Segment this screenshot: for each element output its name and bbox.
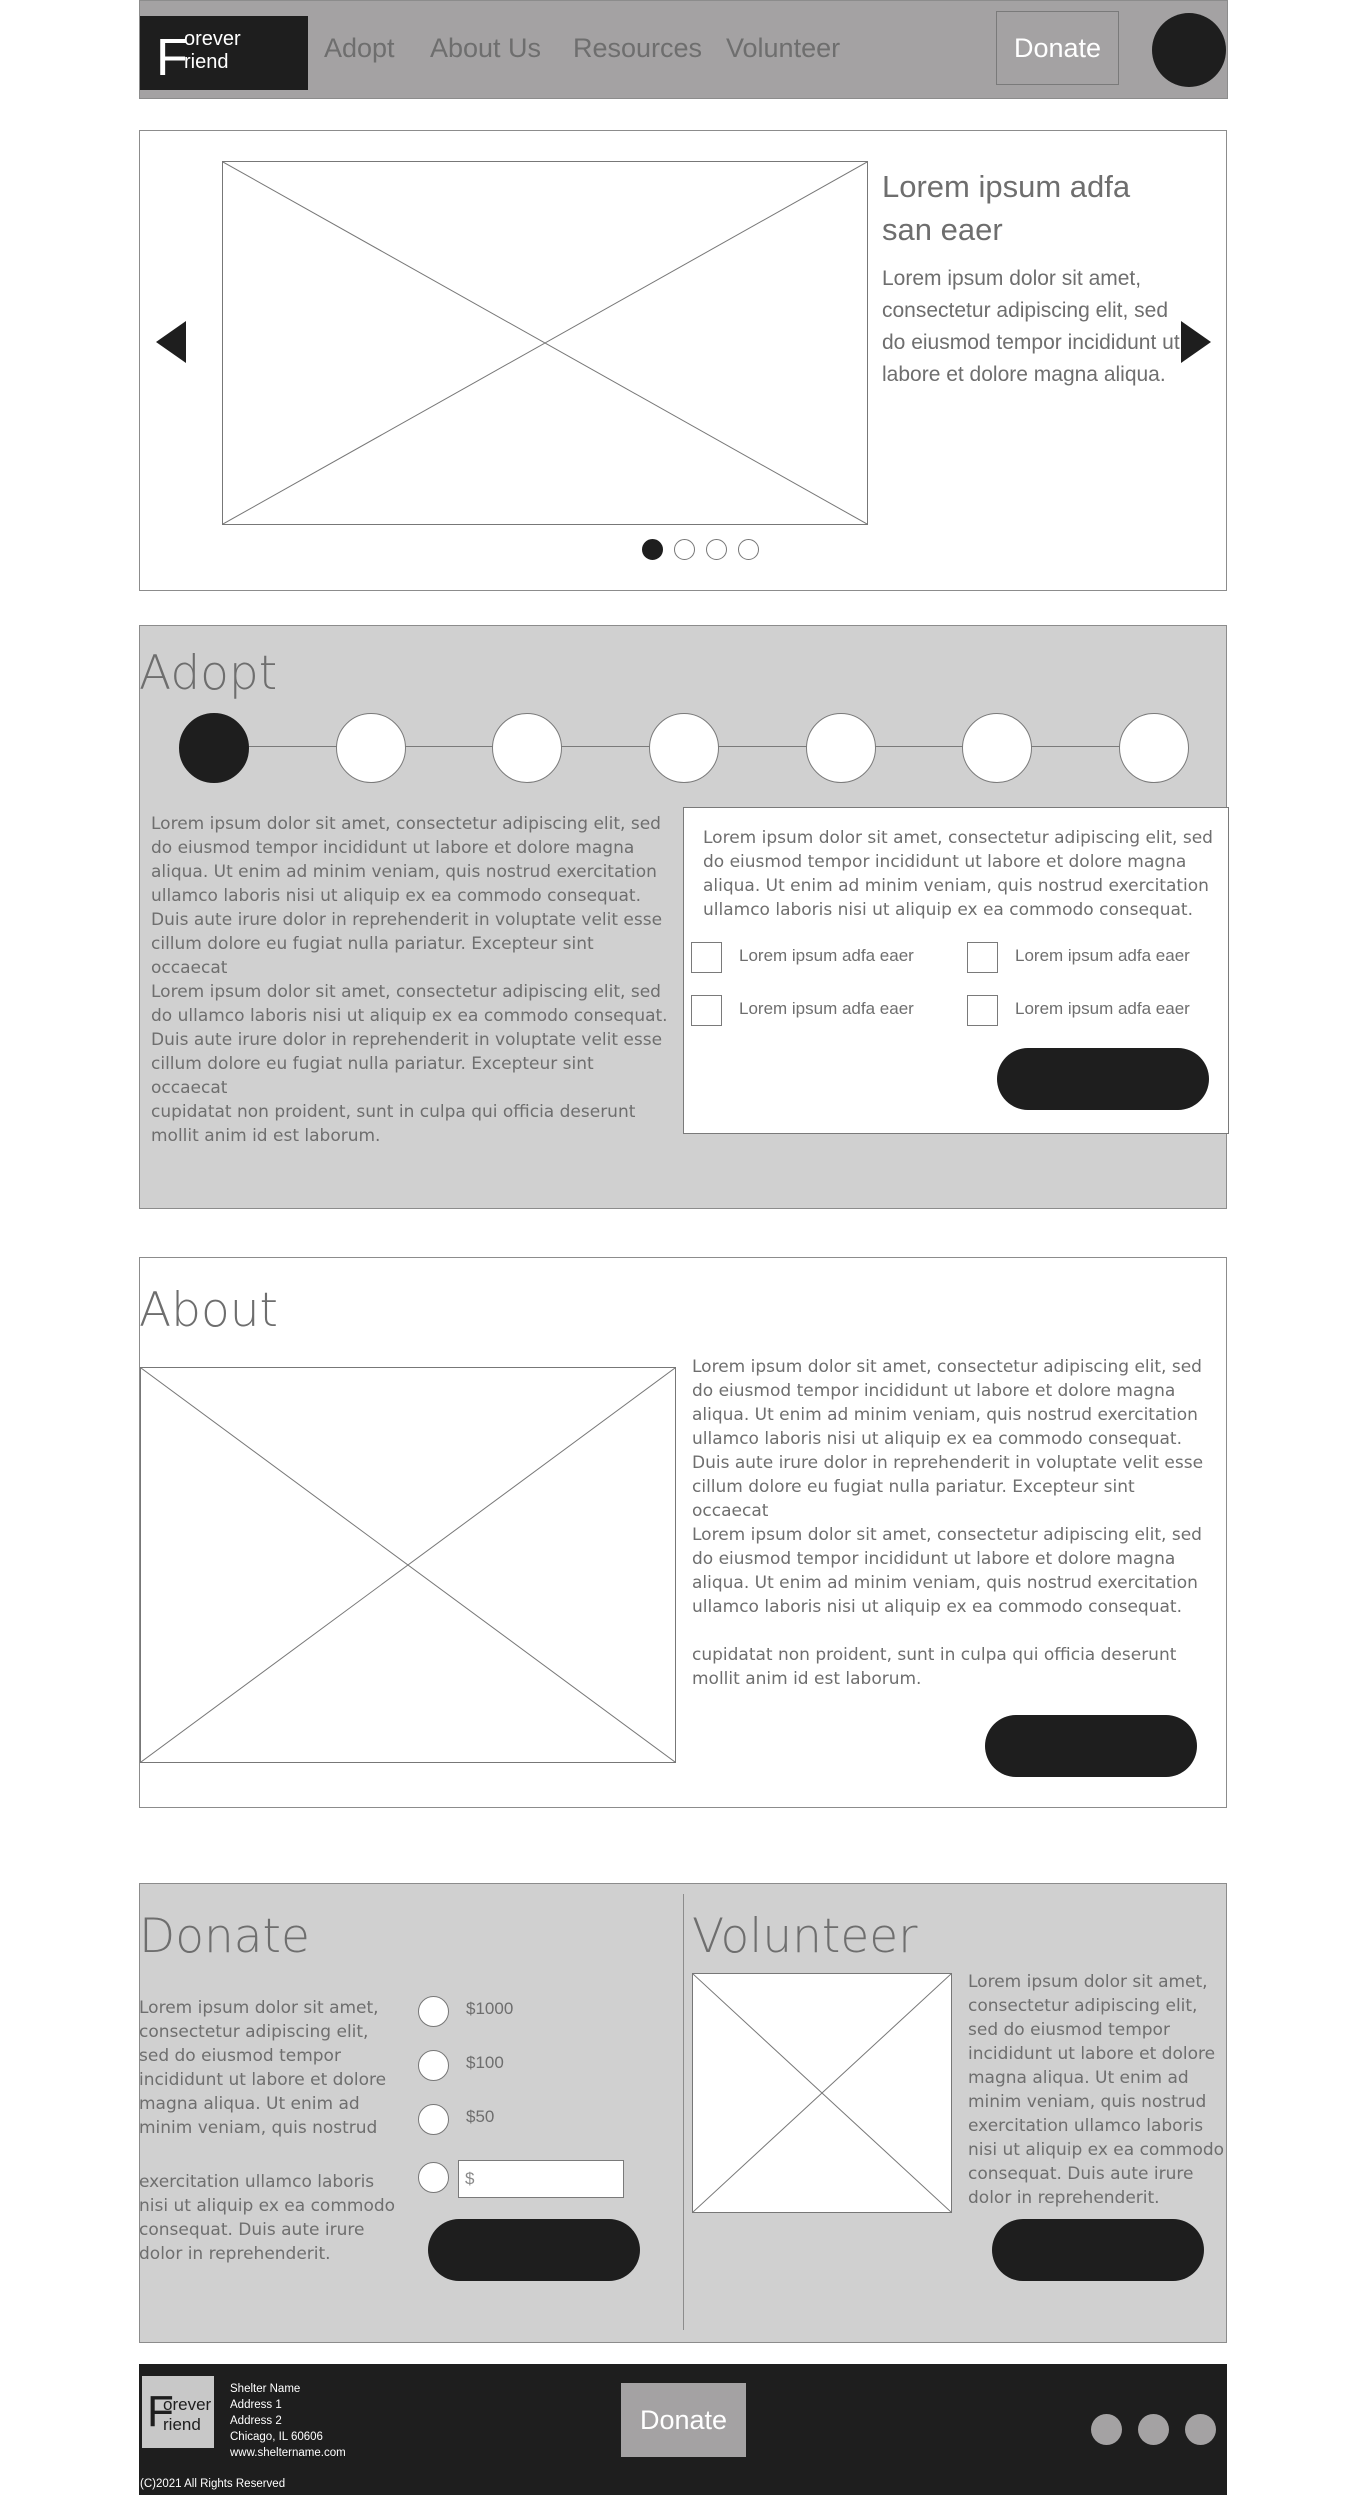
amount-radio[interactable] xyxy=(418,2050,449,2081)
step-indicator[interactable] xyxy=(1119,713,1189,783)
nav-about-us[interactable]: About Us xyxy=(430,33,542,63)
carousel-next-arrow-icon[interactable] xyxy=(1181,321,1211,363)
social-icon[interactable] xyxy=(1185,2414,1216,2445)
carousel-prev-arrow-icon[interactable] xyxy=(156,321,186,363)
amount-label: $50 xyxy=(466,2107,495,2126)
donate-volunteer-section xyxy=(139,1883,1227,2343)
avatar[interactable] xyxy=(1152,13,1226,87)
option-label: Lorem ipsum adfa eaer xyxy=(1015,946,1190,965)
nav-volunteer[interactable]: Volunteer xyxy=(726,33,841,63)
donate-submit-button[interactable] xyxy=(428,2219,640,2281)
donate-heading: Donate xyxy=(139,1909,310,1964)
adopt-paragraph: Lorem ipsum dolor sit amet, consectetur adipiscing elit, sed do ullamco laboris nisi ut aliquip ex ea commodo consequat. Duis aute irure dolor in reprehenderit in voluptate velit esse cillum dolore eu fugiat nulla pariatur. Excepteur sint occaecat xyxy=(151,982,668,1098)
step-indicator[interactable] xyxy=(492,713,562,783)
step-indicator[interactable] xyxy=(806,713,876,783)
amount-label: $1000 xyxy=(466,1999,514,2018)
hero-carousel xyxy=(139,130,1227,591)
slide-image-placeholder xyxy=(222,161,868,525)
nav-adopt[interactable]: Adopt xyxy=(324,33,395,63)
option-checkbox[interactable] xyxy=(691,942,722,973)
adopt-paragraph: Lorem ipsum dolor sit amet, consectetur adipiscing elit, sed do eiusmod tempor incididunt ut labore et dolore magna aliqua. Ut enim ad minim veniam, quis nostrud exercitation ullamco laboris nisi ut aliquip ex ea commodo consequat. Duis aute irure dolor in reprehenderit in voluptate velit esse cillum dolore eu fugiat nulla pariatur. Excepteur sint occaecat xyxy=(151,814,663,978)
logo[interactable] xyxy=(140,16,308,90)
carousel-dot[interactable] xyxy=(706,539,727,560)
footer-donate-button[interactable]: Donate xyxy=(621,2383,746,2457)
site-header xyxy=(139,0,1228,99)
donate-paragraph: Lorem ipsum dolor sit amet, consectetur adipiscing elit, sed do eiusmod tempor incididunt ut labore et dolore magna aliqua. Ut enim ad minim veniam, quis nostrud xyxy=(139,1998,387,2138)
address-city: Chicago, IL 60606 xyxy=(230,2431,323,2443)
about-paragraph: Lorem ipsum dolor sit amet, consectetur adipiscing elit, sed do eiusmod tempor incididunt ut labore et dolore magna aliqua. Ut enim ad minim veniam, quis nostrud exercitation ullamco laboris nisi ut aliquip ex ea commodo consequat. xyxy=(692,1525,1202,1617)
about-heading: About xyxy=(139,1283,278,1338)
address-line-1: Address 1 xyxy=(230,2399,282,2411)
option-checkbox[interactable] xyxy=(967,995,998,1026)
logo-line-1: orever xyxy=(184,28,241,50)
volunteer-image-placeholder xyxy=(692,1973,952,2213)
address-line-2: Address 2 xyxy=(230,2415,282,2427)
carousel-dot[interactable] xyxy=(642,539,663,560)
amount-label: $100 xyxy=(466,2053,504,2072)
about-paragraph: cupidatat non proident, sunt in culpa qui officia deserunt mollit anim id est laborum. xyxy=(692,1645,1177,1689)
step-indicator[interactable] xyxy=(336,713,406,783)
step-indicator[interactable] xyxy=(179,713,249,783)
section-divider xyxy=(683,1894,684,2330)
adopt-form-text: Lorem ipsum dolor sit amet, consectetur adipiscing elit, sed do eiusmod tempor incididunt ut labore et dolore magna aliqua. Ut enim ad minim veniam, quis nostrud exercitation ullamco laboris nisi ut aliquip ex ea commodo consequat. xyxy=(703,828,1213,920)
adopt-submit-button[interactable] xyxy=(997,1048,1209,1110)
carousel-dot[interactable] xyxy=(674,539,695,560)
about-image-placeholder xyxy=(140,1367,676,1763)
logo-line-2: riend xyxy=(184,51,229,73)
footer-logo[interactable] xyxy=(142,2376,214,2448)
adopt-form xyxy=(683,807,1229,1134)
shelter-name: Shelter Name xyxy=(230,2383,301,2395)
custom-amount-input[interactable] xyxy=(458,2160,624,2198)
logo-letter: F xyxy=(156,29,188,87)
step-indicator[interactable] xyxy=(649,713,719,783)
about-section xyxy=(139,1257,1227,1808)
option-checkbox[interactable] xyxy=(967,942,998,973)
adopt-section xyxy=(139,625,1227,1209)
option-label: Lorem ipsum adfa eaer xyxy=(1015,999,1190,1018)
copyright: (C)2021 All Rights Reserved xyxy=(140,2478,286,2490)
slide-text: Lorem ipsum dolor sit amet, consectetur adipiscing elit, sed do eiusmod tempor incididunt ut labore et dolore magna aliqua. xyxy=(882,267,1180,386)
site-footer xyxy=(139,2364,1227,2495)
footer-logo-letter: F xyxy=(147,2387,174,2436)
about-paragraph: Lorem ipsum dolor sit amet, consectetur adipiscing elit, sed do eiusmod tempor incididunt ut labore et dolore magna aliqua. Ut enim ad minim veniam, quis nostrud exercitation ullamco laboris nisi ut aliquip ex ea commodo consequat. Duis aute irure dolor in reprehenderit in voluptate velit esse cillum dolore eu fugiat nulla pariatur. Excepteur sint occaecat xyxy=(692,1357,1204,1521)
footer-logo-line-1: orever xyxy=(163,2395,212,2414)
option-checkbox[interactable] xyxy=(691,995,722,1026)
footer-logo-line-2: riend xyxy=(163,2415,201,2434)
slide-title: Lorem ipsum adfa san eaer xyxy=(882,169,1131,247)
website-link[interactable]: www.sheltername.com xyxy=(230,2447,346,2459)
donate-paragraph: exercitation ullamco laboris nisi ut aliquip ex ea commodo consequat. Duis aute irure dolor in reprehenderit. xyxy=(139,2172,396,2264)
volunteer-paragraph: Lorem ipsum dolor sit amet, consectetur adipiscing elit, sed do eiusmod tempor incididunt ut labore et dolore magna aliqua. Ut enim ad minim veniam, quis nostrud exercitation ullamco laboris nisi ut aliquip ex ea commodo consequat. Duis aute irure dolor in reprehenderit. xyxy=(968,1972,1225,2208)
step-indicator[interactable] xyxy=(962,713,1032,783)
header-donate-button[interactable]: Donate xyxy=(996,11,1119,85)
custom-amount-radio[interactable] xyxy=(418,2162,449,2193)
nav-resources[interactable]: Resources xyxy=(573,33,703,63)
about-learn-more-button[interactable] xyxy=(985,1715,1197,1777)
option-label: Lorem ipsum adfa eaer xyxy=(739,946,914,965)
volunteer-heading: Volunteer xyxy=(692,1909,918,1964)
amount-radio[interactable] xyxy=(418,1996,449,2027)
option-label: Lorem ipsum adfa eaer xyxy=(739,999,914,1018)
amount-radio[interactable] xyxy=(418,2104,449,2135)
social-icon[interactable] xyxy=(1091,2414,1122,2445)
carousel-dot[interactable] xyxy=(738,539,759,560)
adopt-heading: Adopt xyxy=(139,646,278,701)
adopt-paragraph: cupidatat non proident, sunt in culpa qui officia deserunt mollit anim id est laborum. xyxy=(151,1102,636,1146)
volunteer-signup-button[interactable] xyxy=(992,2219,1204,2281)
social-icon[interactable] xyxy=(1138,2414,1169,2445)
